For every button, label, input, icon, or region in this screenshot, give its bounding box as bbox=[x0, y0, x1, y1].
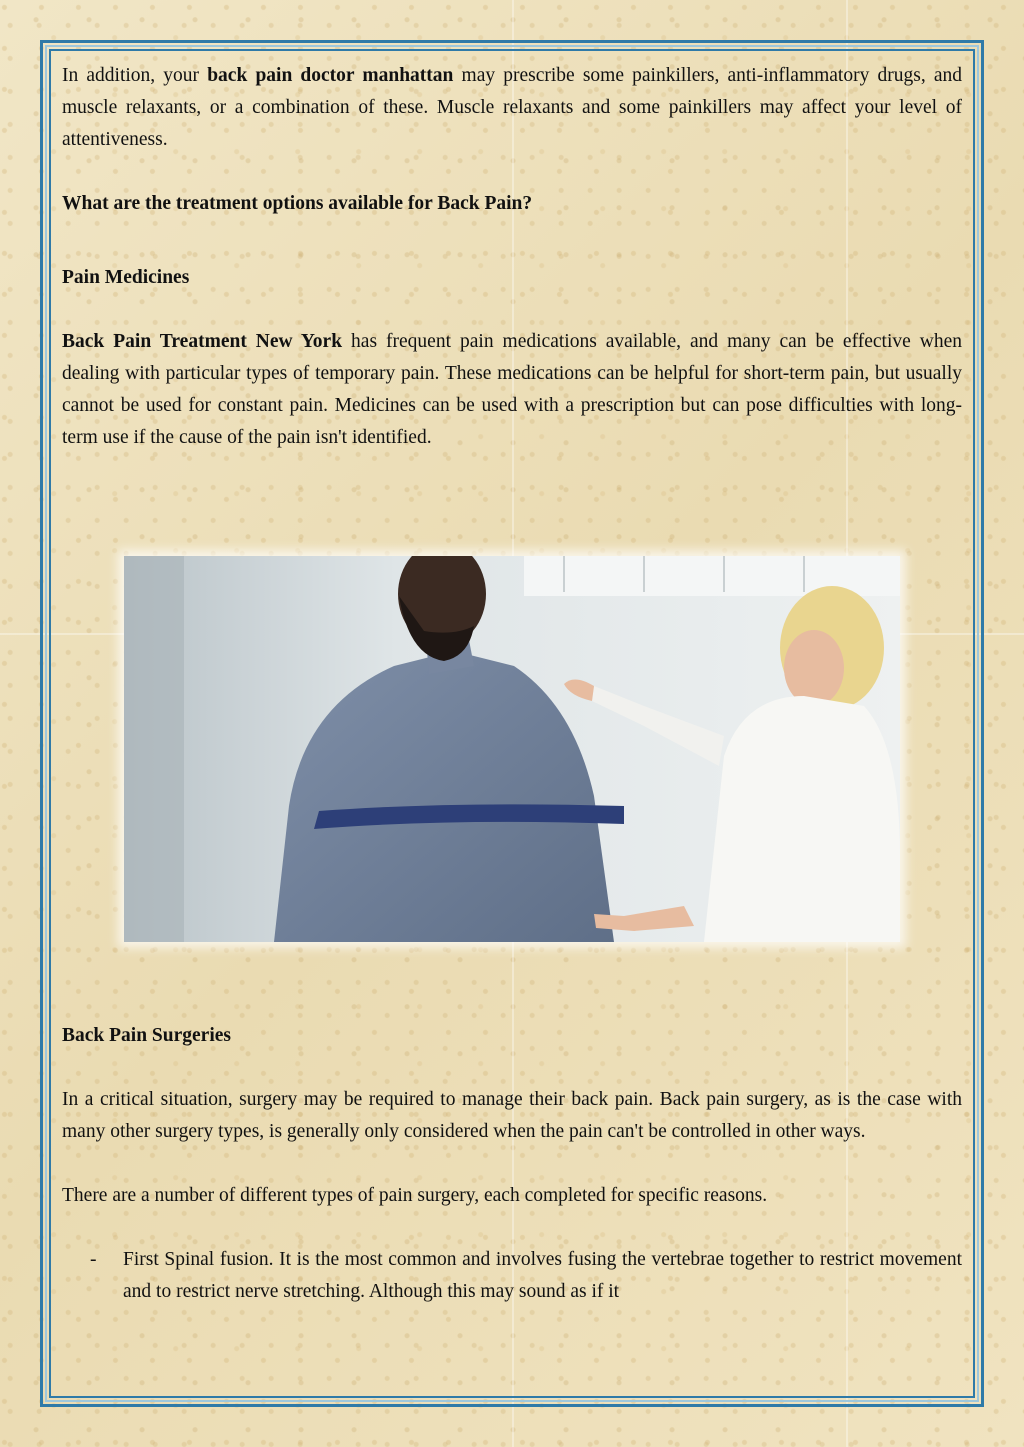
intro-text-end: may prescribe some painkillers, anti-inflammatory drugs, and muscle relaxants, or a combination of these. Muscle relaxants and some painkillers may affect your level of attentiveness. bbox=[62, 65, 962, 150]
pain-medicines-heading: Pain Medicines bbox=[62, 267, 190, 288]
keyword-link-back-pain-doctor: back pain doctor manhattan bbox=[207, 65, 454, 86]
page-content bbox=[62, 60, 962, 454]
intro-text-start: In addition, your bbox=[62, 65, 208, 86]
keyword-back-pain-treatment: Back Pain Treatment New York bbox=[62, 331, 343, 352]
intro-paragraph bbox=[62, 60, 962, 156]
doctor-examining-patient-photo bbox=[124, 556, 900, 942]
back-pain-surgeries-heading: Back Pain Surgeries bbox=[62, 1025, 231, 1046]
pain-medicines-paragraph bbox=[62, 326, 962, 454]
list-item bbox=[62, 1244, 962, 1308]
surgeries-section bbox=[62, 1020, 962, 1308]
spinal-fusion-text: First Spinal fusion. It is the most common and involves fusing the vertebrae together to restrict movement and to restrict nerve stretching. Although this may sound as if it bbox=[123, 1249, 962, 1302]
bullet-marker: - bbox=[90, 1249, 97, 1270]
surgery-types-paragraph: There are a number of different types of pain surgery, each completed for specific reasons. bbox=[62, 1185, 768, 1206]
treatment-options-heading: What are the treatment options available for Back Pain? bbox=[62, 193, 533, 214]
surgeries-paragraph: In a critical situation, surgery may be required to manage their back pain. Back pain surgery, as is the case with many other surgery types, is generally only considered when the pain can't be controlled in other ways. bbox=[62, 1089, 962, 1142]
medicines-text: has frequent pain medications available, and many can be effective when dealing with particular types of temporary pain. These medications can be helpful for short-term pain, but usually cannot be used for constant pain. Medicines can be used with a prescription but can pose difficulties with long-term use if the cause of the pain isn't identified. bbox=[62, 331, 962, 448]
